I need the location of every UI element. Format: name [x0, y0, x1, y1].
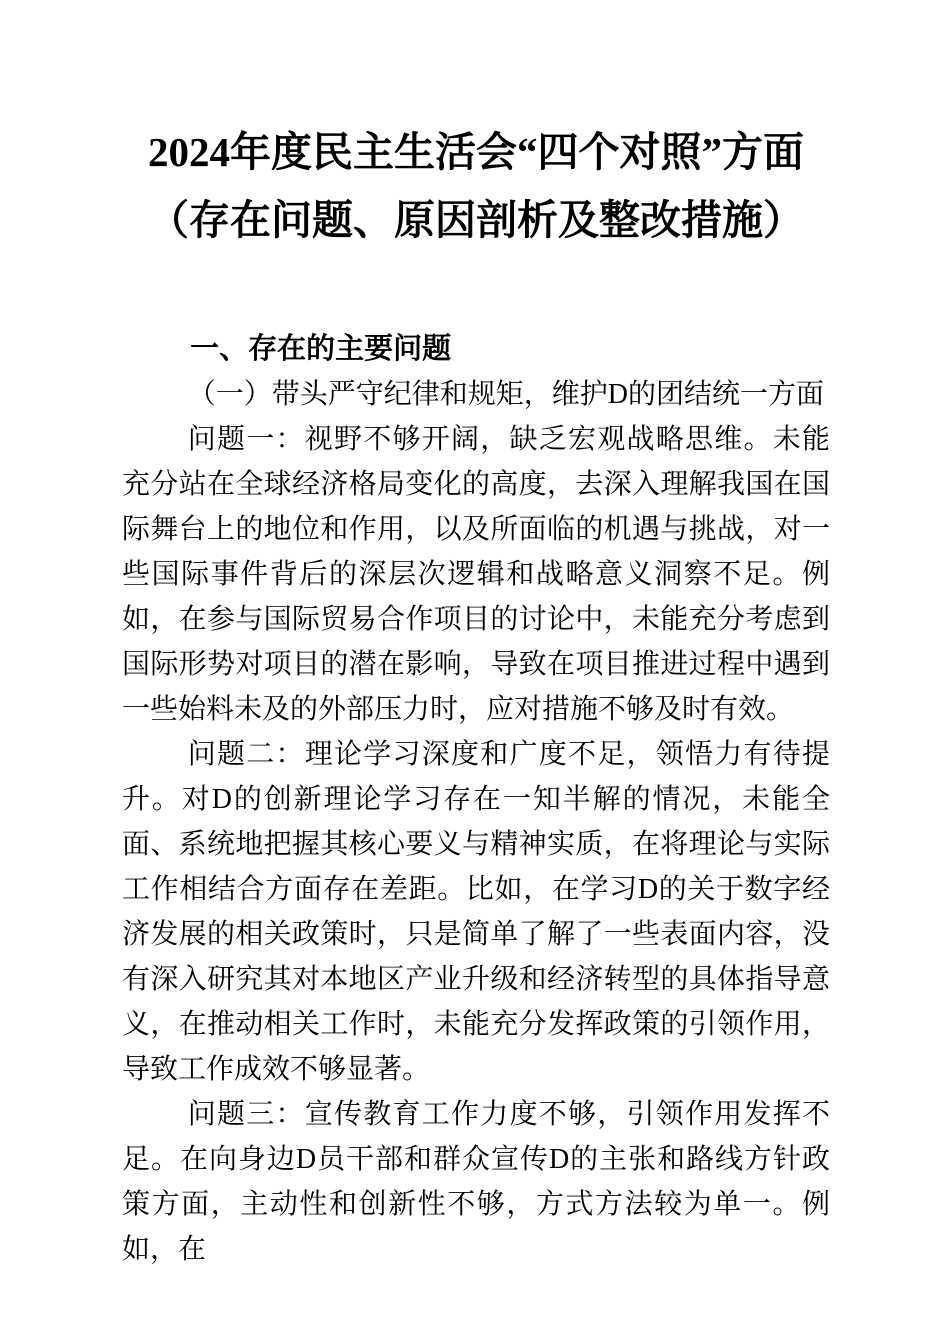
document-title: [122, 118, 830, 254]
document-body: [122, 417, 830, 1272]
document-title-line2: （存在问题、原因剖析及整改措施）: [148, 197, 804, 243]
document-title-line1: 2024年度民主生活会“四个对照”方面: [148, 129, 804, 175]
section-heading: 一、存在的主要问题: [190, 333, 452, 365]
body-paragraph: 问题三：宣传教育工作力度不够，引领作用发挥不足。在向身边D员干部和群众宣传D的主张和路线方针政策方面，主动性和创新性不够，方式方法较为单一。例如，在: [122, 1099, 830, 1265]
document-content: [122, 0, 830, 1272]
subsection-heading: （一）带头严守纪律和规矩，维护D的团结统一方面: [187, 379, 825, 410]
body-paragraph: 问题二：理论学习深度和广度不足，领悟力有待提升。对D的创新理论学习存在一知半解的情况，未能全面、系统地把握其核心要义与精神实质，在将理论与实际工作相结合方面存在差距。比如，在学习D的关于数字经济发展的相关政策时，只是简单了解了一些表面内容，没有深入研究其对本地区产业升级和经济转型的具体指导意义，在推动相关工作时，未能充分发挥政策的引领作用，导致工作成效不够显著。: [122, 739, 830, 1085]
body-paragraph: 问题一：视野不够开阔，缺乏宏观战略思维。未能充分站在全球经济格局变化的高度，去深入理解我国在国际舞台上的地位和作用，以及所面临的机遇与挑战，对一些国际事件背后的深层次逻辑和战略意义洞察不足。例如，在参与国际贸易合作项目的讨论中，未能充分考虑到国际形势对项目的潜在影响，导致在项目推进过程中遇到一些始料未及的外部压力时，应对措施不够及时有效。: [122, 424, 830, 725]
